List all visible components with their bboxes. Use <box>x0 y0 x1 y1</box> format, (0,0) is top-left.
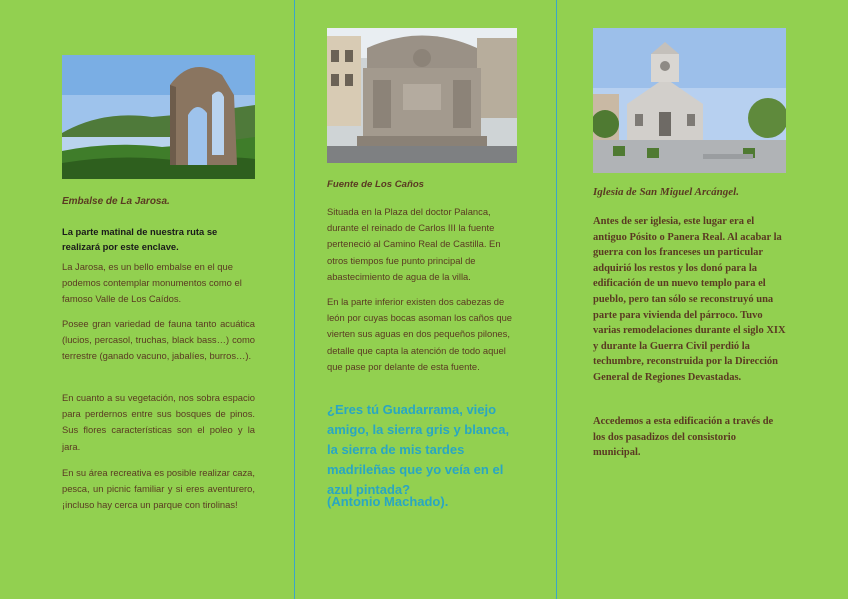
reservoir-paragraph-3: En cuanto a su vegetación, nos sobra espacio para perdernos entre sus bosques de pinos. Sus flores características son el poleo y la jara. <box>62 392 255 452</box>
fountain-paragraph-1: Situada en la Plaza del doctor Palanca, durante el reinado de Carlos III la fuente perteneció al Camino Real de Castilla. En otros tiempos fue punto principal de abastecimiento de agua de la villa. <box>327 206 501 282</box>
reservoir-paragraph-1: La Jarosa, es un bello embalse en el que podemos contemplar monumentos como el famoso Valle de Los Caídos. <box>62 261 242 305</box>
church-photo <box>593 28 786 173</box>
fountain-photo <box>327 28 517 163</box>
reservoir-paragraph-2: Posee gran variedad de fauna tanto acuática (lucios, percasol, truchas, black bass…) como terrestre (ganado vacuno, jabalíes, burros…). <box>62 318 255 362</box>
quote-author: (Antonio Machado). <box>327 494 449 509</box>
reservoir-ruin-photo <box>62 55 255 179</box>
church-title: Iglesia de San Miguel Arcángel. <box>593 186 739 198</box>
reservoir-intro: La parte matinal de nuestra ruta se realizará por este enclave. <box>62 226 218 252</box>
fold-line-left <box>294 0 295 599</box>
machado-quote: ¿Eres tú Guadarrama, viejo amigo, la sierra gris y blanca, la sierra de mis tardes madrileñas que yo veía en el azul pintada? <box>327 402 510 497</box>
reservoir-paragraph-4: En su área recreativa es posible realizar caza, pesca, un picnic familiar y si eres aventurero, ¡incluso hay cerca un parque con tirolinas! <box>62 467 255 511</box>
church-paragraph-1: Antes de ser iglesia, este lugar era el antiguo Pósito o Panera Real. Al acabar la guerra con los franceses un particular adquirió los restos y los donó para la edificación de un nuevo templo para el pueblo, pero tan sólo se reconstruyó una parte para vivienda del párroco. Tuvo varias remodelaciones durante el siglo XIX y durante la Guerra Civil perdió la techumbre, reconstruida por la Dirección General de Regiones Devastadas. <box>593 216 786 383</box>
fold-line-right <box>556 0 557 599</box>
reservoir-title: Embalse de La Jarosa. <box>62 196 170 207</box>
fountain-paragraph-2: En la parte inferior existen dos cabezas de león por cuyas bocas asoman los caños que vierten sus aguas en dos pequeños pilones, detalle que capta la atención de todo aquel que pase por delante de esta fuente. <box>327 296 513 372</box>
fountain-title: Fuente de Los Caños <box>327 179 425 190</box>
church-paragraph-2: Accedemos a esta edificación a través de los dos pasadizos del consistorio municipal. <box>593 416 774 459</box>
